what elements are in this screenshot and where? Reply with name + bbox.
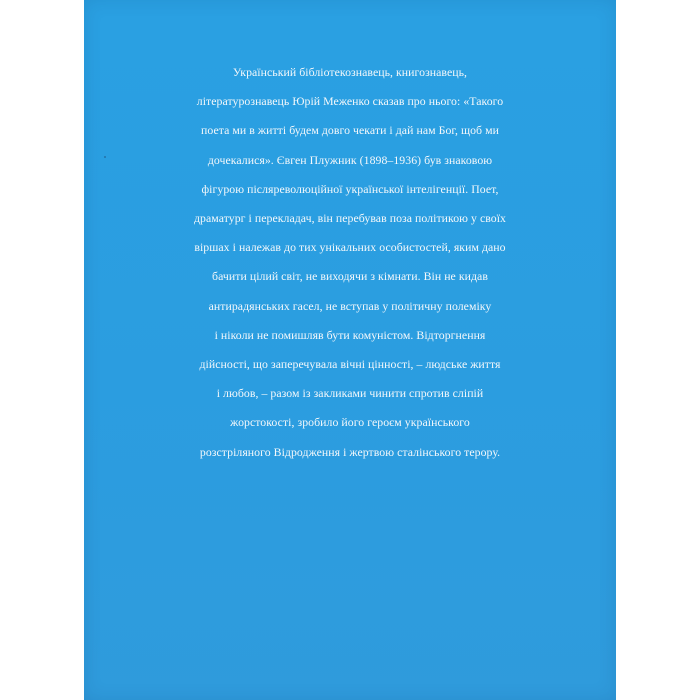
blurb-line: фігурою післяреволюційної української інтелігенції. Поет, — [201, 181, 499, 196]
blurb-line: бачити цілий світ, не виходячи з кімнати. Він не кидав — [212, 269, 488, 284]
blurb-line: жорстокості, зробило його героєм українського — [230, 415, 470, 430]
blurb-line: віршах і належав до тих унікальних особистостей, яким дано — [194, 240, 506, 255]
blurb-line: розстріляного Відродження і жертвою сталінського терору. — [199, 444, 501, 459]
blurb-line: літературознавець Юрій Меженко сказав про нього: «Такого — [196, 94, 504, 109]
blurb-line: антирадянських гасел, не вступав у політичну полеміку — [208, 298, 492, 313]
blurb-line: Український бібліотекознавець, книгознавець, — [232, 65, 468, 79]
blurb-line: драматург і перекладач, він перебував поза політикою у своїх — [194, 211, 506, 226]
blurb-line: дочекалися». Євген Плужник (1898–1936) був знаковою — [207, 152, 493, 167]
blurb-line: дійсності, що заперечувала вічні цінності, – людське життя — [199, 357, 501, 372]
blurb-text — [84, 58, 616, 467]
blurb-line: поета ми в житті будем довго чекати і дай нам Бог, щоб ми — [201, 123, 499, 138]
book-back-cover — [84, 0, 616, 700]
blurb-line: і любов, – разом із закликами чинити спротив сліпій — [216, 386, 484, 401]
blurb-line: і ніколи не помишляв бути комуністом. Відторгнення — [214, 327, 486, 342]
